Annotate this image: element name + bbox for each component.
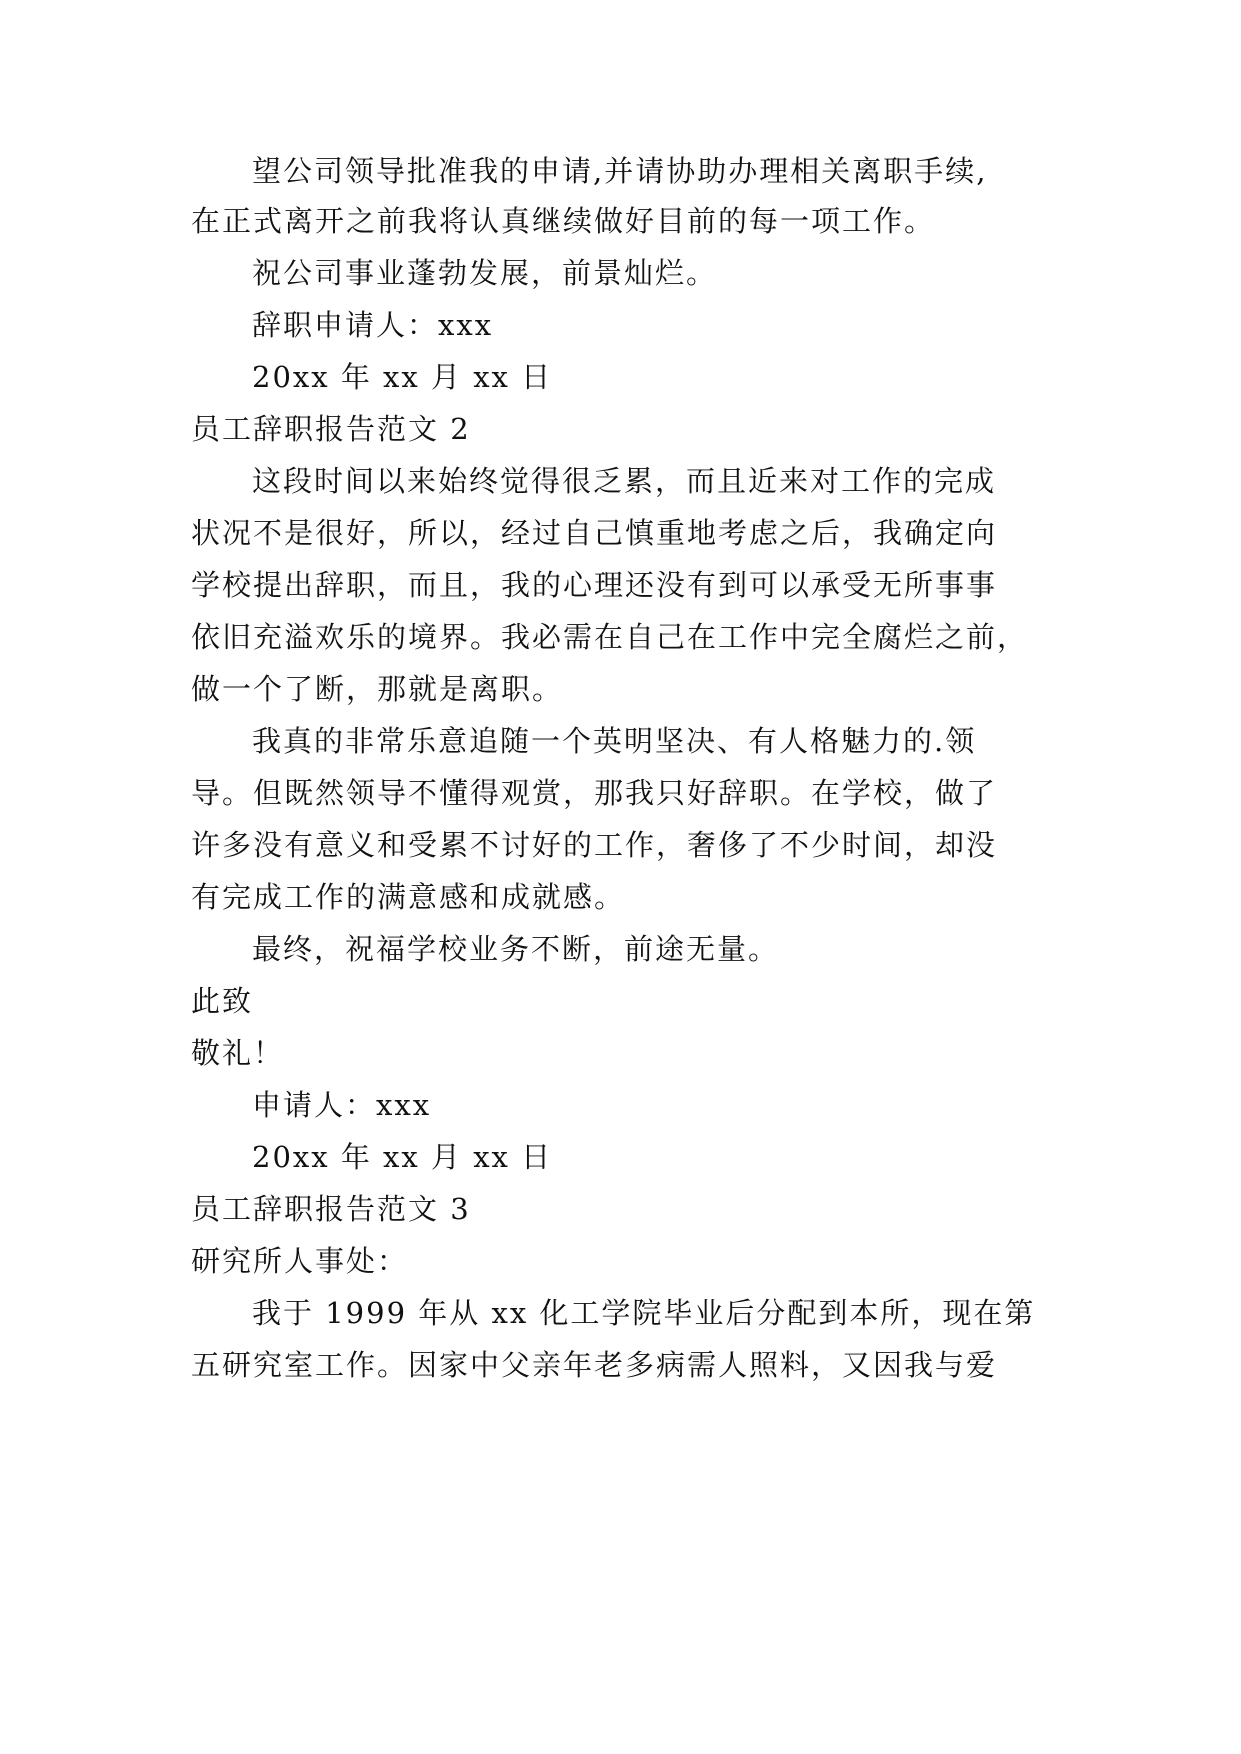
- section-heading: 员工辞职报告范文 3: [191, 1192, 471, 1226]
- body-line: 状况不是很好，所以，经过自己慎重地考虑之后，我确定向: [191, 516, 998, 550]
- salutation-line: 敬礼！: [191, 1036, 285, 1070]
- signature-line: 辞职申请人：xxx: [252, 308, 494, 342]
- signature-line: 申请人：xxx: [252, 1088, 432, 1122]
- date-line: 20xx 年 xx 月 xx 日: [252, 1140, 553, 1174]
- salutation-line: 此致: [191, 984, 254, 1018]
- body-line: 我真的非常乐意追随一个英明坚决、有人格魅力的.领: [252, 724, 977, 758]
- body-line: 许多没有意义和受累不讨好的工作，奢侈了不少时间，却没: [191, 828, 998, 862]
- closing-line: 祝公司事业蓬勃发展，前景灿烂。: [252, 256, 718, 290]
- body-line: 有完成工作的满意感和成就感。: [191, 880, 626, 914]
- body-line: 望公司领导批准我的申请,并请协助办理相关离职手续,: [252, 154, 988, 188]
- section-heading: 员工辞职报告范文 2: [191, 412, 471, 446]
- body-line: 依旧充溢欢乐的境界。我必需在自己在工作中完全腐烂之前，: [191, 620, 1029, 654]
- body-line: 我于 1999 年从 xx 化工学院毕业后分配到本所，现在第: [252, 1296, 1036, 1330]
- body-line: 做一个了断，那就是离职。: [191, 672, 564, 706]
- body-line: 五研究室工作。因家中父亲年老多病需人照料，又因我与爱: [191, 1348, 998, 1382]
- body-line: 这段时间以来始终觉得很乏累，而且近来对工作的完成: [252, 464, 997, 498]
- closing-line: 最终，祝福学校业务不断，前途无量。: [252, 932, 780, 966]
- body-line: 学校提出辞职，而且，我的心理还没有到可以承受无所事事: [191, 568, 998, 602]
- body-line: 导。但既然领导不懂得观赏，那我只好辞职。在学校，做了: [191, 776, 998, 810]
- addressee-line: 研究所人事处：: [191, 1244, 409, 1278]
- body-line: 在正式离开之前我将认真继续做好目前的每一项工作。: [191, 204, 936, 238]
- date-line: 20xx 年 xx 月 xx 日: [252, 360, 553, 394]
